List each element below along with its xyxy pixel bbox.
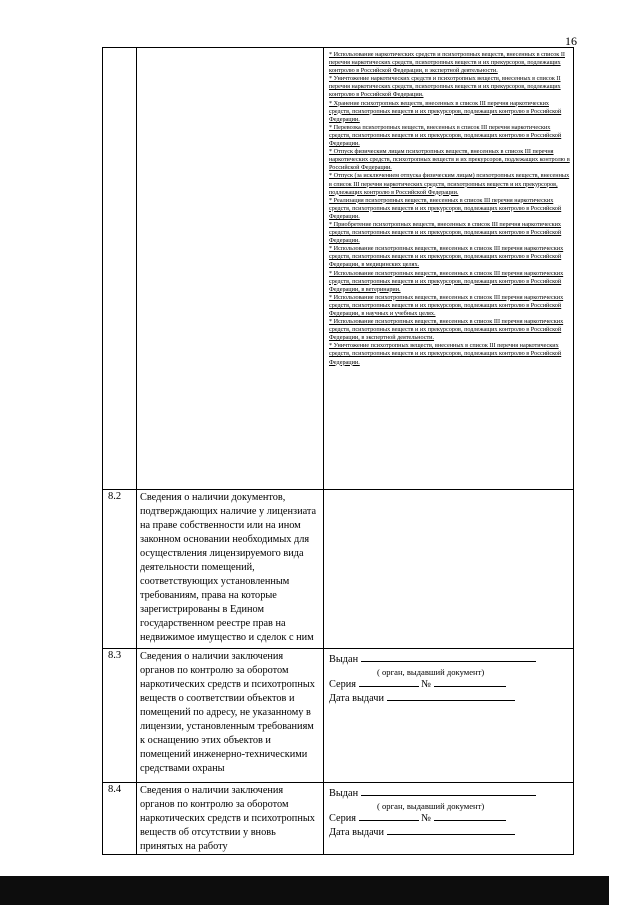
- series-label: Серия: [329, 812, 356, 824]
- document-form: [324, 783, 573, 842]
- table-row: [103, 490, 574, 649]
- row-name-cell: Сведения о наличии документов, подтверждающих наличие у лицензиата на праве собственности или на ином законном основании необходимых для осуществления лицензируемого вида деятельности помещений, соответствующих установленным требованиям, права на которые зарегистрированы в Едином государственном реестре прав на недвижимое имущество и сделок с ним: [137, 490, 324, 649]
- number-field[interactable]: [434, 811, 506, 821]
- row-number-cell: 8.2: [103, 490, 137, 649]
- list-item: * Использование психотропных веществ, внесенных в список III перечня наркотических средств, психотропных веществ и их прекурсоров, подлежащих контролю в Российской Федерации, в экспертной деятельности.: [329, 318, 564, 342]
- document-form-cell: [324, 783, 574, 855]
- row-number-cell: 8.4: [103, 783, 137, 855]
- row-name-cell: Сведения о наличии заключения органов по контролю за оборотом наркотических средств и психотропных веществ об отсутствии у вновь принятых на работу: [137, 783, 324, 855]
- number-field[interactable]: [434, 677, 506, 687]
- series-field[interactable]: [359, 811, 419, 821]
- table-row: [103, 783, 574, 855]
- date-label: Дата выдачи: [329, 693, 384, 704]
- scan-border: [0, 876, 640, 905]
- table-row: [103, 649, 574, 783]
- license-details-table: [102, 47, 574, 855]
- list-item: * Использование психотропных веществ, внесенных в список III перечня наркотических средств, психотропных веществ и их прекурсоров, подлежащих контролю в Российской Федерации, в медицинских целях.: [329, 245, 564, 269]
- scan-border-edge: [609, 876, 640, 905]
- series-field[interactable]: [359, 677, 419, 687]
- list-item: * Хранение психотропных веществ, внесенных в список III перечня наркотических средств, психотропных веществ и их прекурсоров, подлежащих контролю в Российской Федерации.: [329, 99, 562, 123]
- page-number: 16: [565, 34, 577, 48]
- list-item: * Использование психотропных веществ, внесенных в список III перечня наркотических средств, психотропных веществ и их прекурсоров, подлежащих контролю в Российской Федерации, в научных и учебных целях.: [329, 293, 564, 317]
- row-name-cell: [137, 48, 324, 490]
- list-item: * Отпуск физическим лицам психотропных веществ, внесенных в список III перечня наркотических средств, психотропных веществ и их прекурсоров, подлежащих контролю в Российской Федерации.: [329, 148, 570, 172]
- empty-value-cell: [324, 490, 574, 649]
- list-item: * Отпуск (за исключением отпуска физическим лицам) психотропных веществ, внесенных в список III перечня наркотических средств, психотропных веществ и их прекурсоров, подлежащих контролю в Российской Федерации.: [329, 172, 570, 196]
- issued-label: Выдан: [329, 788, 359, 799]
- list-item: * Перевозка психотропных веществ, внесенных в список III перечня наркотических средств, психотропных веществ и их прекурсоров, подлежащих контролю в Российской Федерации.: [329, 123, 562, 148]
- issued-field[interactable]: [361, 652, 536, 662]
- number-label: №: [421, 812, 431, 824]
- number-label: №: [421, 678, 431, 690]
- series-label: Серия: [329, 678, 356, 690]
- table-row: [103, 48, 574, 490]
- row-number-cell: [103, 48, 137, 490]
- issued-hint: ( орган, выдавший документ): [377, 800, 485, 811]
- list-item: * Уничтожение психотропных веществ, внесенных в список III перечня наркотических средств, психотропных веществ и их прекурсоров, подлежащих контролю в Российской Федерации.: [329, 342, 562, 366]
- list-item: * Реализация психотропных веществ, внесенных в список III перечня наркотических средств, психотропных веществ и их прекурсоров, подлежащих контролю в Российской Федерации.: [329, 196, 562, 220]
- list-item: * Приобретение психотропных веществ, внесенных в список III перечня наркотических средств, психотропных веществ и их прекурсоров, подлежащих контролю в Российской Федерации.: [329, 220, 562, 245]
- list-item: * Уничтожение наркотических средств и психотропных веществ, внесенных в список II перечня наркотических средств, психотропных веществ и их прекурсоров, подлежащих контролю в Российской Федерации.: [329, 75, 561, 99]
- date-field[interactable]: [387, 825, 515, 835]
- document-form-cell: [324, 649, 574, 783]
- row-name-cell: Сведения о наличии заключения органов по контролю за оборотом наркотических средств и психотропных веществ о соответствии объектов и помещений по адресу, не указанному в лицензии, установленным требованиям к оснащению этих объектов и помещений инженерно-техническими средствами охраны: [137, 649, 324, 783]
- activity-list-cell: [324, 48, 574, 490]
- date-label: Дата выдачи: [329, 827, 384, 838]
- document-form: [324, 649, 573, 708]
- list-item: * Использование наркотических средств и психотропных веществ, внесенных в список II перечня наркотических средств, психотропных веществ и их прекурсоров, подлежащих контролю в Российской Федерации, в экспертной деятельности.: [329, 51, 565, 75]
- row-number-cell: 8.3: [103, 649, 137, 783]
- issued-label: Выдан: [329, 654, 359, 665]
- issued-field[interactable]: [361, 786, 536, 796]
- issued-hint: ( орган, выдавший документ): [377, 666, 485, 677]
- list-item: * Использование психотропных веществ, внесенных в список III перечня наркотических средств, психотропных веществ и их прекурсоров, подлежащих контролю в Российской Федерации, в ветеринарии.: [329, 269, 564, 293]
- activity-list: [324, 48, 573, 369]
- date-field[interactable]: [387, 691, 515, 701]
